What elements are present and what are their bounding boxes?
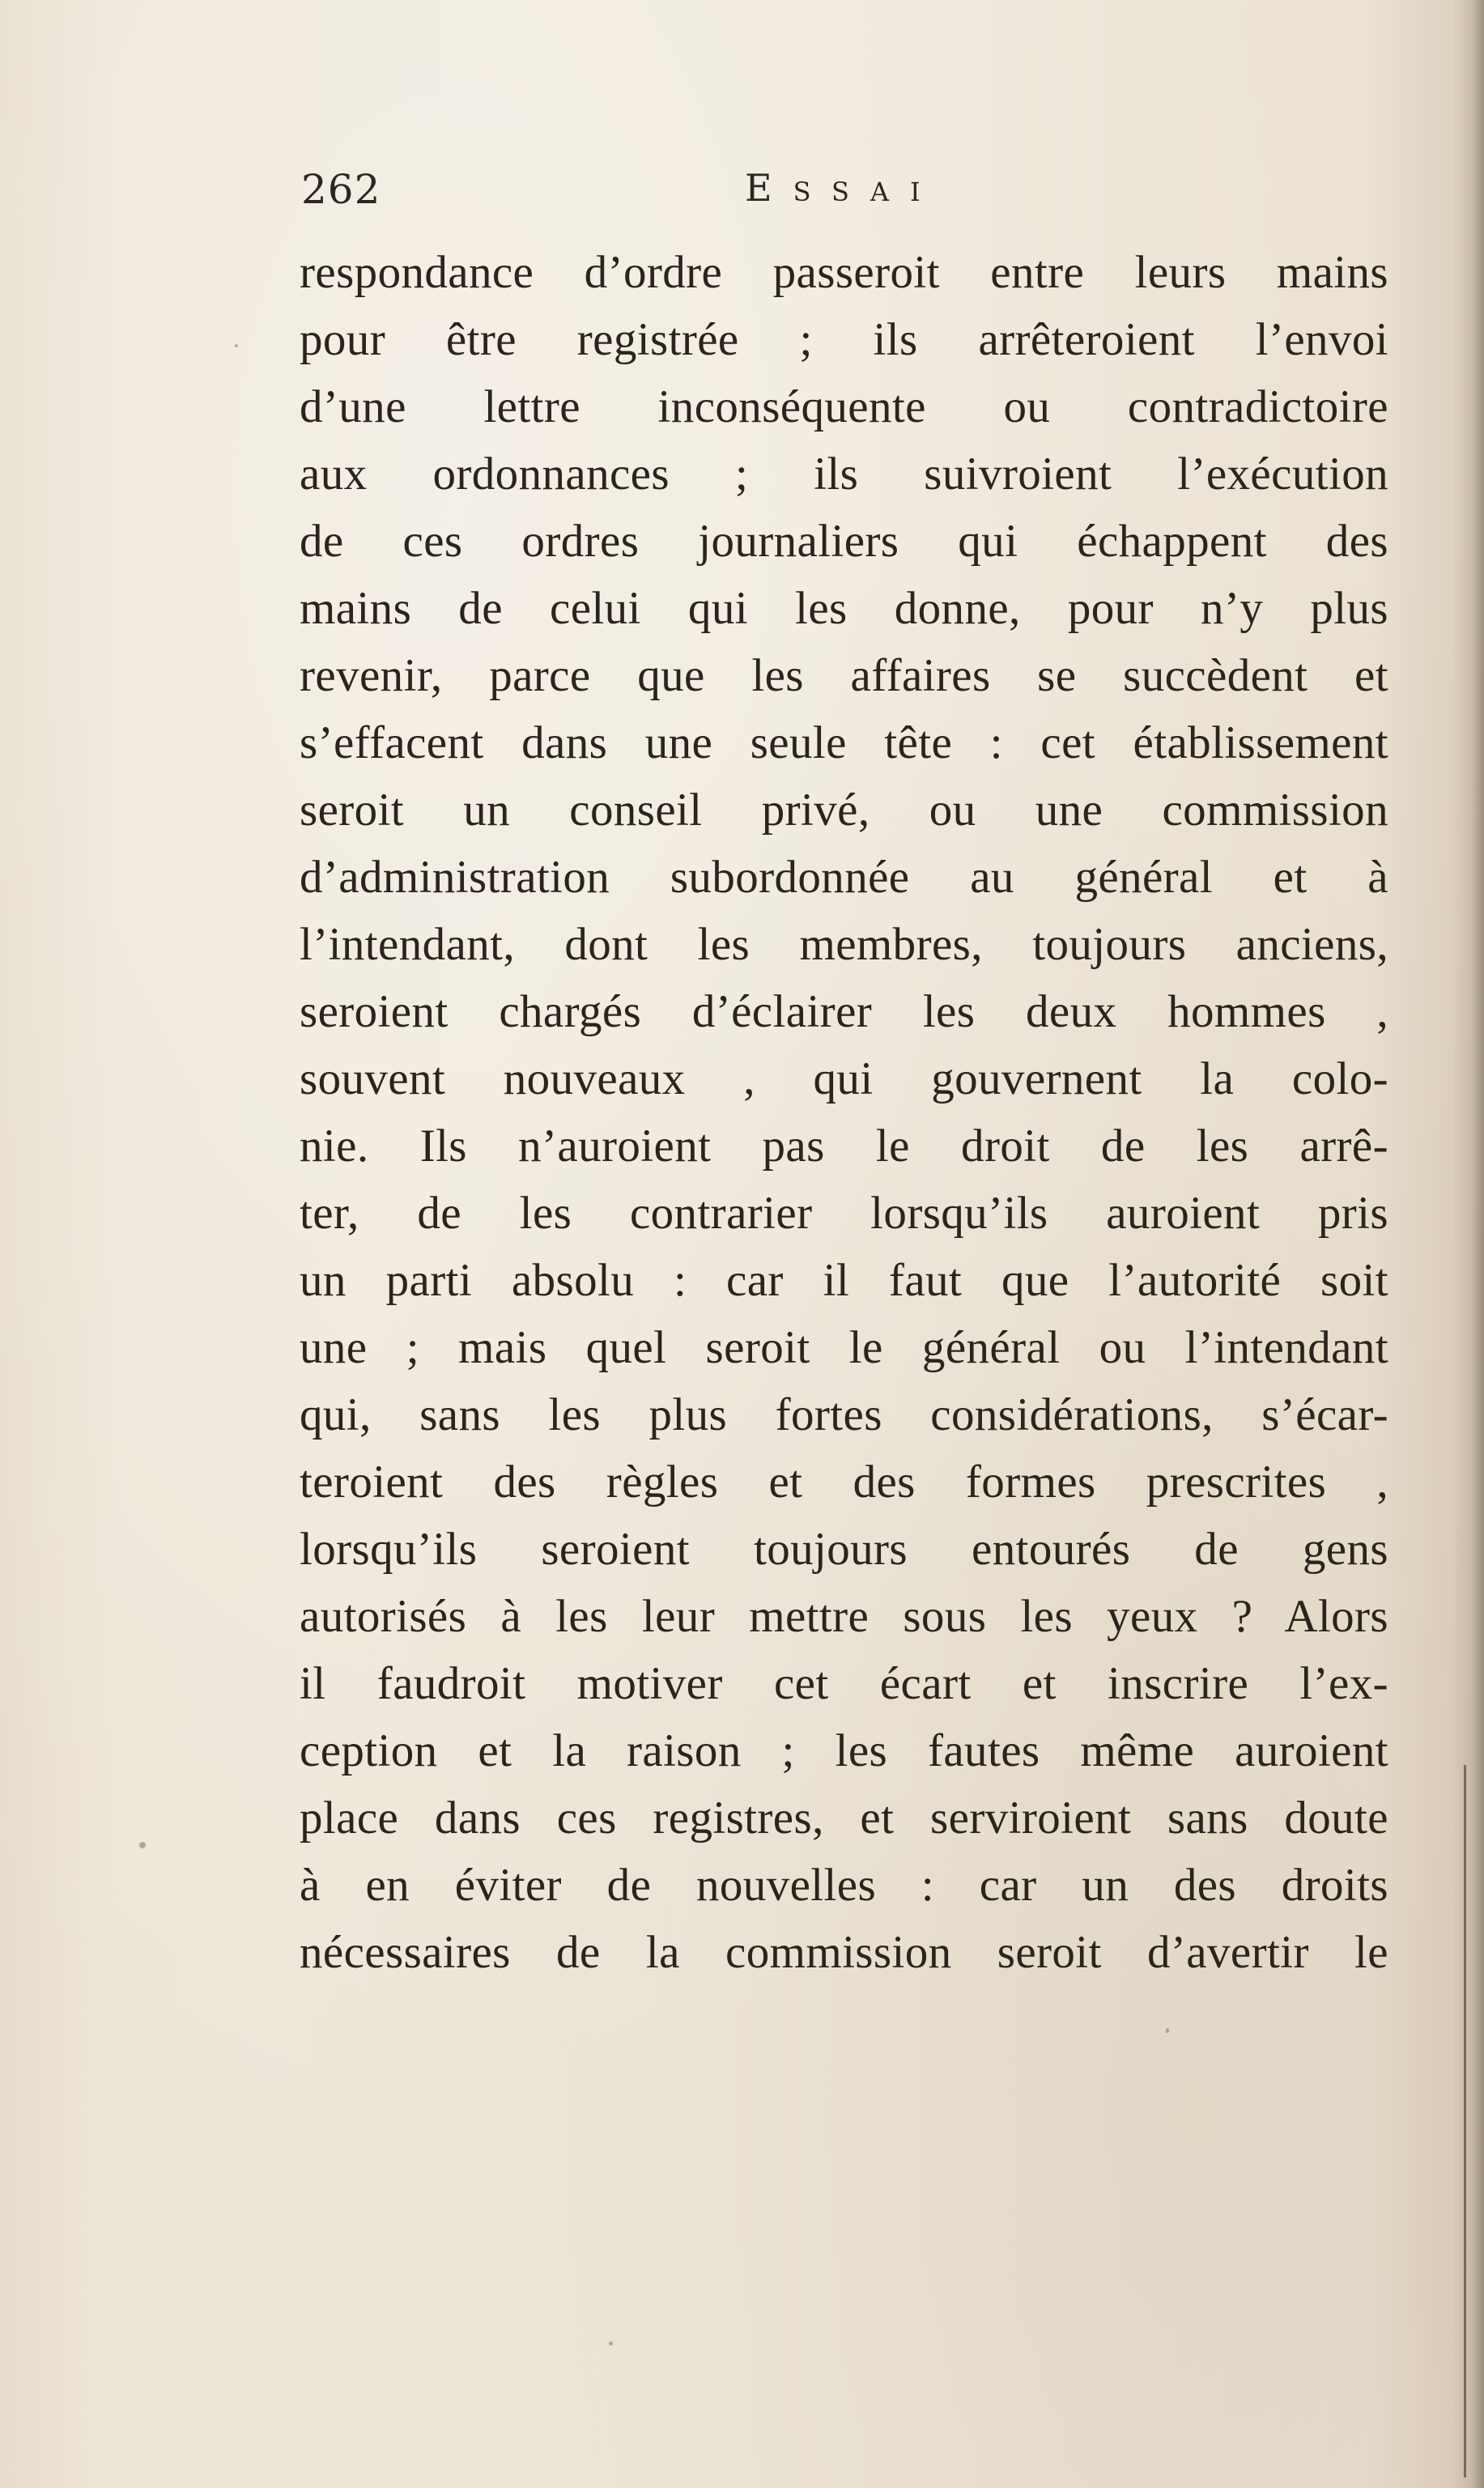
text-line: respondance d’ordre passeroit entre leurs mains xyxy=(300,247,1388,298)
text-line: l’intendant, dont les membres, toujours anciens, xyxy=(300,919,1388,970)
text-line: lorsqu’ils seroient toujours entourés de gens xyxy=(300,1524,1388,1575)
page-edge-line xyxy=(1464,1765,1466,2477)
text-line: seroient chargés d’éclairer les deux hommes , xyxy=(300,986,1388,1037)
text-line: mains de celui qui les donne, pour n’y plus xyxy=(300,583,1388,634)
paper-speck xyxy=(235,344,238,347)
text-line: pour être registrée ; ils arrêteroient l’envoi xyxy=(300,314,1388,365)
paper-speck xyxy=(1166,2028,1169,2033)
text-line: à en éviter de nouvelles : car un des droits xyxy=(300,1860,1388,1911)
text-line: place dans ces registres, et serviroient sans doute xyxy=(300,1793,1388,1844)
text-line: autorisés à les leur mettre sous les yeux ? Alors xyxy=(300,1591,1388,1642)
page-header xyxy=(301,166,1394,223)
page-edge-shadow xyxy=(1452,0,1484,2488)
text-line: une ; mais quel seroit le général ou l’intendant xyxy=(300,1322,1388,1373)
text-line: s’effacent dans une seule tête : cet établissement xyxy=(300,717,1388,768)
text-line: un parti absolu : car il faut que l’autorité soit xyxy=(300,1255,1388,1306)
text-line: de ces ordres journaliers qui échappent des xyxy=(300,516,1388,567)
paper-speck xyxy=(609,2341,613,2346)
text-line: nécessaires de la commission seroit d’avertir le xyxy=(300,1927,1388,1978)
body-text xyxy=(300,239,1388,1986)
text-line: qui, sans les plus fortes considérations, s’écar- xyxy=(300,1389,1388,1440)
text-line: ter, de les contrarier lorsqu’ils auroient pris xyxy=(300,1188,1388,1239)
text-line: seroit un conseil privé, ou une commission xyxy=(300,785,1388,836)
paper-speck xyxy=(139,1842,146,1848)
text-line: nie. Ils n’auroient pas le droit de les arrê- xyxy=(300,1121,1388,1172)
text-line: aux ordonnances ; ils suivroient l’exécution xyxy=(300,449,1388,500)
text-line: revenir, parce que les affaires se succèdent et xyxy=(300,650,1388,701)
text-line: souvent nouveaux , qui gouvernent la colo- xyxy=(300,1053,1388,1104)
text-line: ception et la raison ; les fautes même auroient xyxy=(300,1725,1388,1776)
text-line: d’une lettre inconséquente ou contradictoire xyxy=(300,381,1388,432)
page-number: 262 xyxy=(301,166,381,213)
text-line: teroient des règles et des formes prescrites , xyxy=(300,1457,1388,1508)
running-head: Essai xyxy=(745,166,942,210)
text-line: d’administration subordonnée au général et à xyxy=(300,852,1388,903)
text-line: il faudroit motiver cet écart et inscrire l’ex- xyxy=(300,1658,1388,1709)
